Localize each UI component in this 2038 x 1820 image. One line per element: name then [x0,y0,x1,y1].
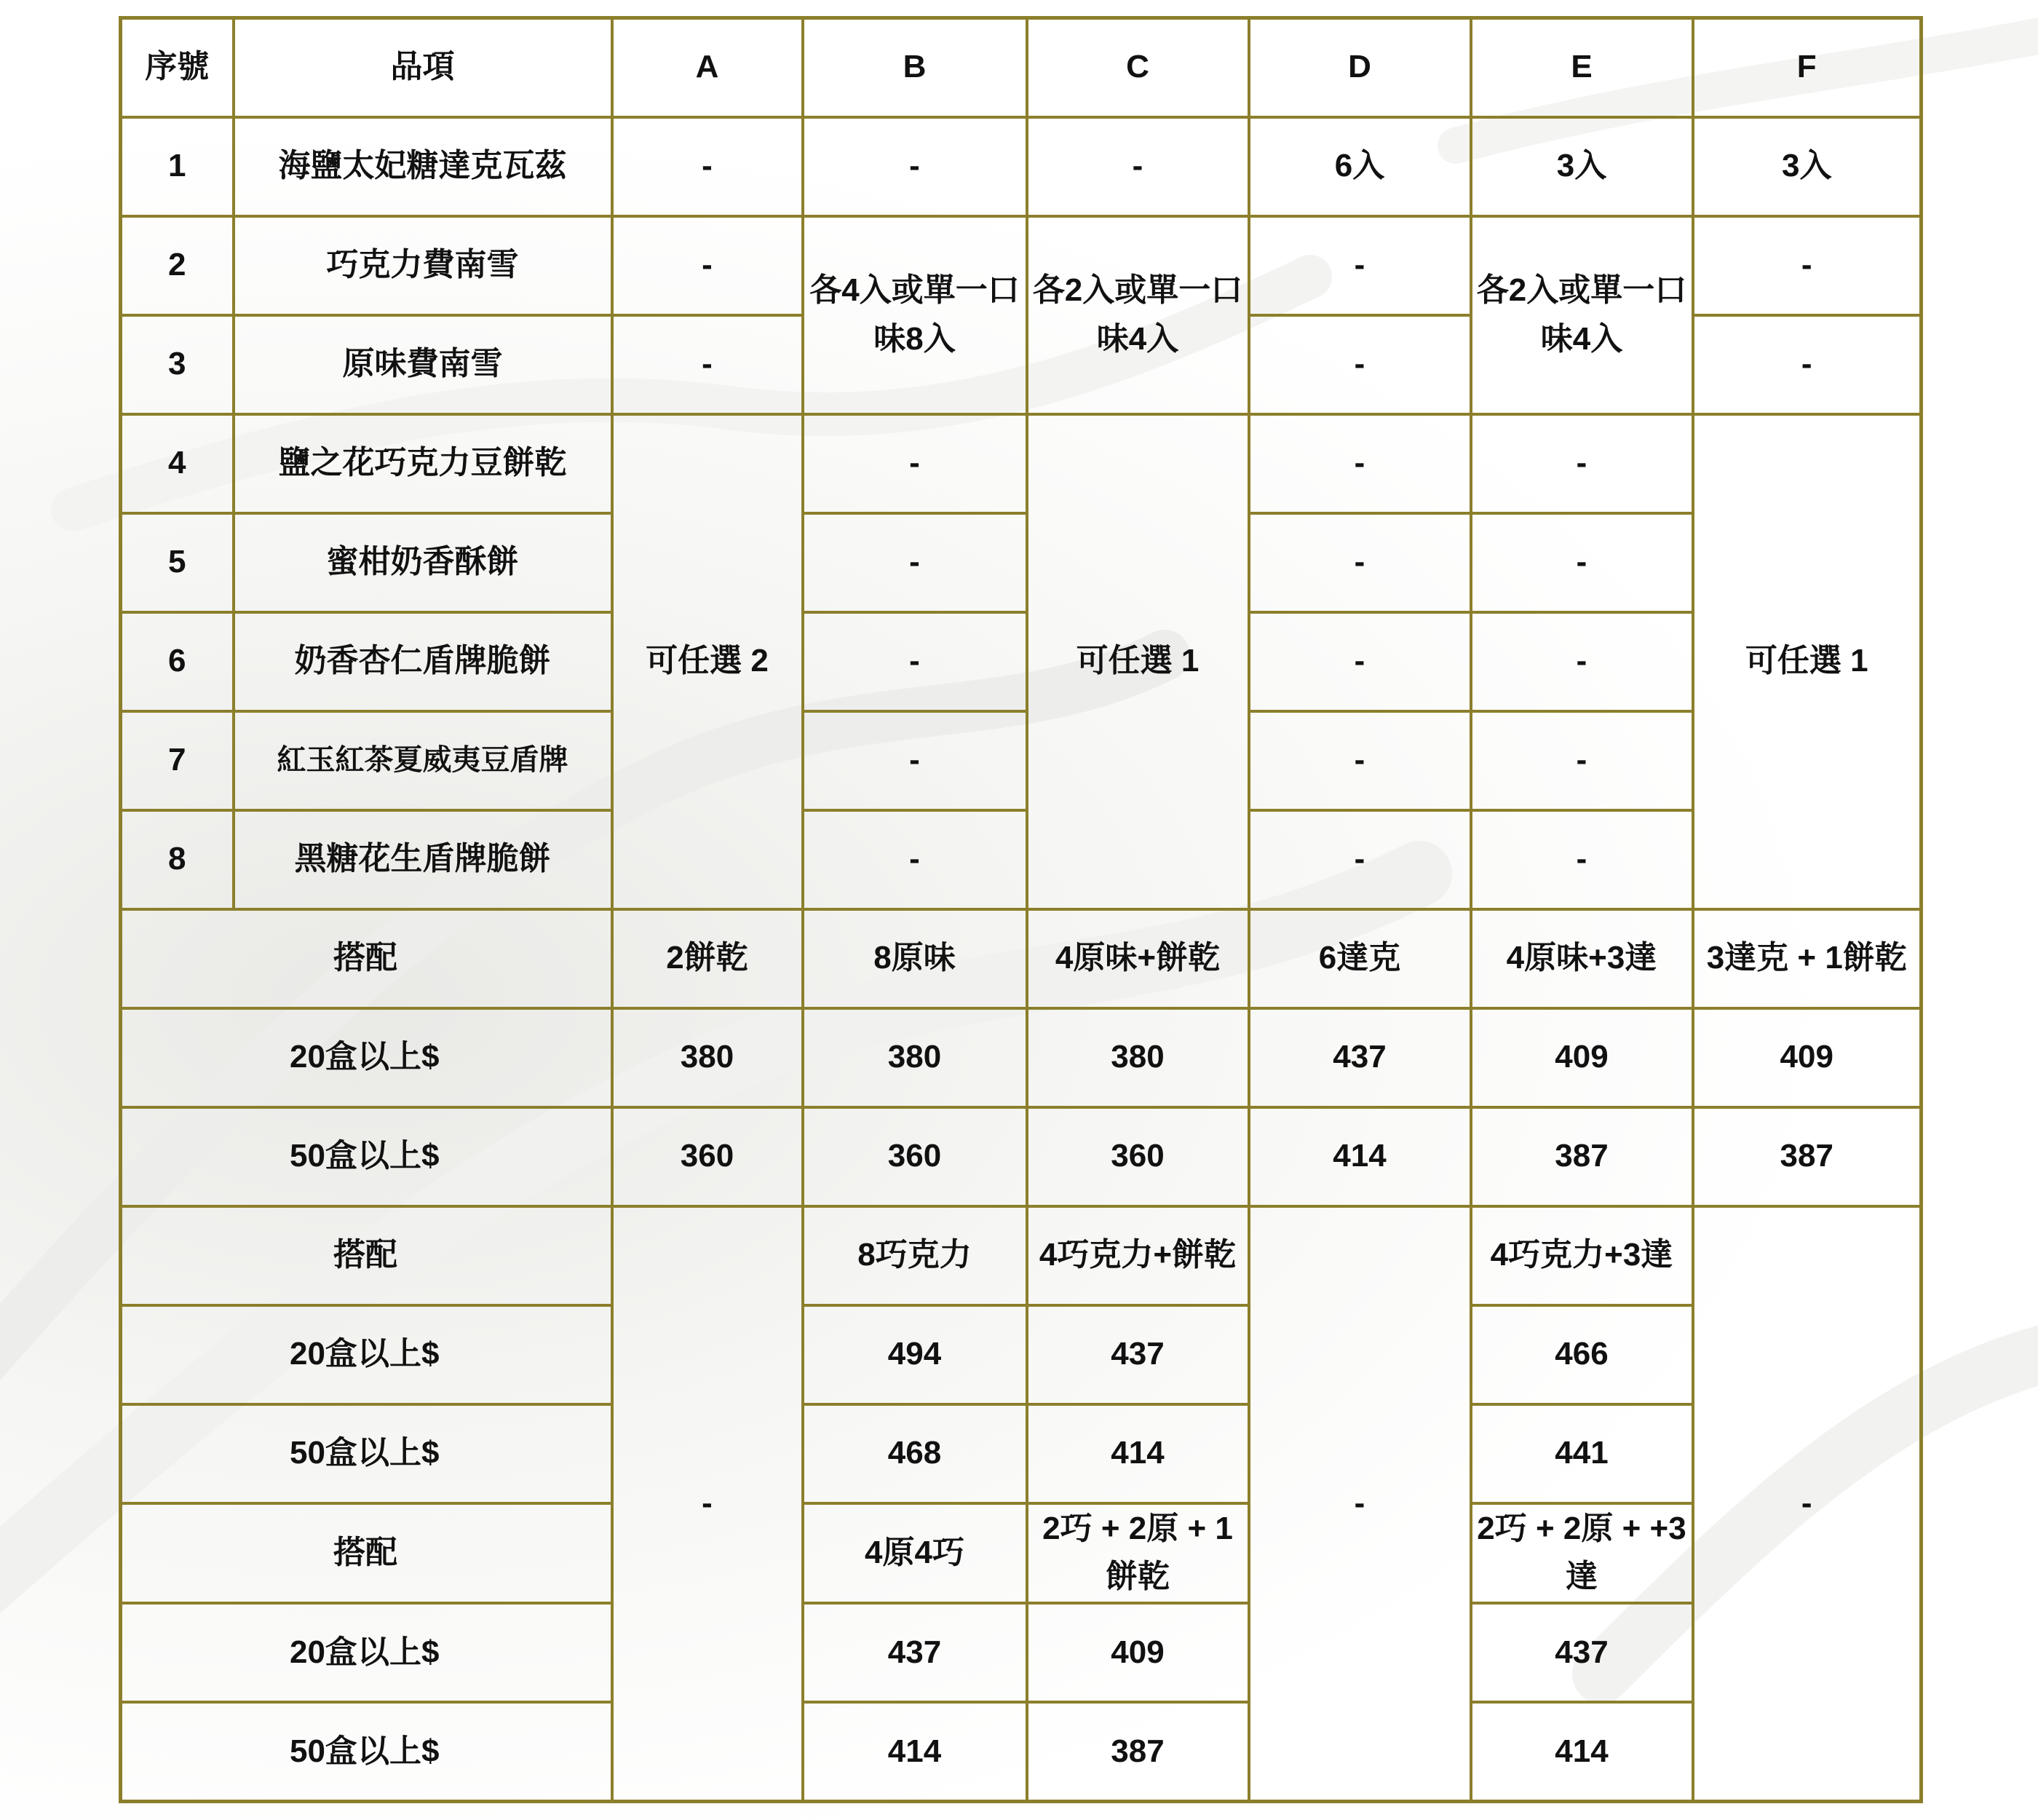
cell-d: - [1249,414,1471,513]
cell-b: - [803,711,1027,810]
item-no: 1 [121,117,234,216]
combo2-p50-b: 468 [803,1404,1027,1503]
combo1-p50-f: 387 [1693,1107,1922,1206]
table-row [121,414,1922,513]
combo1-a: 2餅乾 [612,909,803,1008]
header-a: A [612,18,803,117]
header-c: C [1027,18,1249,117]
combo2-price50-row [121,1404,1922,1503]
combo3-p50-e: 414 [1471,1702,1693,1801]
header-d: D [1249,18,1471,117]
combo2-c: 4巧克力+餅乾 [1027,1206,1249,1305]
item-name: 鹽之花巧克力豆餅乾 [234,414,612,513]
combo3-c: 2巧 + 2原 + 1餅乾 [1027,1503,1249,1604]
combo2-e: 4巧克力+3達 [1471,1206,1693,1305]
header-row [121,18,1922,117]
item-name: 原味費南雪 [234,315,612,414]
combo2-p20-c: 437 [1027,1305,1249,1404]
item-no: 8 [121,810,234,909]
combo3-e: 2巧 + 2原 + +3達 [1471,1503,1693,1604]
item-name: 黑糖花生盾牌脆餅 [234,810,612,909]
item-name: 奶香杏仁盾牌脆餅 [234,612,612,711]
cell-f-na-merged: - [1693,1206,1922,1802]
cell-b: - [803,513,1027,612]
cell-d: - [1249,810,1471,909]
cell-e: - [1471,612,1693,711]
combo1-p50-b: 360 [803,1107,1027,1206]
combo1-p20-e: 409 [1471,1008,1693,1107]
header-no: 序號 [121,18,234,117]
cell-a: - [612,117,803,216]
combo3-p20-c: 409 [1027,1603,1249,1702]
combo-label: 搭配 [121,1206,612,1305]
price-50-label: 50盒以上$ [121,1702,612,1801]
price-50-label: 50盒以上$ [121,1404,612,1503]
combo1-price50-row [121,1107,1922,1206]
cell-e: - [1471,810,1693,909]
header-e: E [1471,18,1693,117]
item-no: 2 [121,216,234,315]
combo2-p20-e: 466 [1471,1305,1693,1404]
combo2-row [121,1206,1922,1305]
combo1-p50-d: 414 [1249,1107,1471,1206]
combo1-p20-c: 380 [1027,1008,1249,1107]
price-20-label: 20盒以上$ [121,1008,612,1107]
cell-b-financier-merged: 各4入或單一口味8入 [803,216,1027,414]
header-f: F [1693,18,1922,117]
cell-a-na-merged: - [612,1206,803,1802]
cell-e: 3入 [1471,117,1693,216]
item-no: 4 [121,414,234,513]
cell-a: - [612,315,803,414]
header-b: B [803,18,1027,117]
price-table [119,16,1923,1803]
combo1-p20-b: 380 [803,1008,1027,1107]
combo2-b: 8巧克力 [803,1206,1027,1305]
combo-label: 搭配 [121,909,612,1008]
cell-c-cookie-merged: 可任選 1 [1027,414,1249,909]
combo1-p20-a: 380 [612,1008,803,1107]
price-20-label: 20盒以上$ [121,1603,612,1702]
item-no: 5 [121,513,234,612]
cell-b: - [803,117,1027,216]
cell-e-financier-merged: 各2入或單一口味4入 [1471,216,1693,414]
item-name: 紅玉紅茶夏威夷豆盾牌 [234,711,612,810]
cell-c: - [1027,117,1249,216]
combo1-c: 4原味+餅乾 [1027,909,1249,1008]
cell-e: - [1471,414,1693,513]
combo3-row [121,1503,1922,1604]
price-50-label: 50盒以上$ [121,1107,612,1206]
combo1-p20-f: 409 [1693,1008,1922,1107]
cell-d: - [1249,315,1471,414]
combo3-p50-c: 387 [1027,1702,1249,1801]
combo1-p50-e: 387 [1471,1107,1693,1206]
cell-d: - [1249,711,1471,810]
combo2-p50-c: 414 [1027,1404,1249,1503]
cell-f: - [1693,315,1922,414]
cell-f-cookie-merged: 可任選 1 [1693,414,1922,909]
combo1-p50-c: 360 [1027,1107,1249,1206]
cell-f: 3入 [1693,117,1922,216]
cell-b: - [803,612,1027,711]
combo1-price20-row [121,1008,1922,1107]
combo2-price20-row [121,1305,1922,1404]
cell-e: - [1471,711,1693,810]
cell-d-na-merged: - [1249,1206,1471,1802]
item-name: 海鹽太妃糖達克瓦茲 [234,117,612,216]
cell-d: 6入 [1249,117,1471,216]
cell-d: - [1249,216,1471,315]
table-row [121,810,1922,909]
combo1-p50-a: 360 [612,1107,803,1206]
combo2-p20-b: 494 [803,1305,1027,1404]
item-no: 6 [121,612,234,711]
table-row [121,216,1922,315]
combo3-price20-row [121,1603,1922,1702]
item-no: 7 [121,711,234,810]
header-item: 品項 [234,18,612,117]
table-row [121,612,1922,711]
cell-c-financier-merged: 各2入或單一口味4入 [1027,216,1249,414]
combo2-p50-e: 441 [1471,1404,1693,1503]
cell-d: - [1249,612,1471,711]
cell-e: - [1471,513,1693,612]
cell-b: - [803,810,1027,909]
combo1-b: 8原味 [803,909,1027,1008]
table-row [121,711,1922,810]
combo1-f: 3達克 + 1餅乾 [1693,909,1922,1008]
combo3-price50-row [121,1702,1922,1801]
combo1-row [121,909,1922,1008]
combo-label: 搭配 [121,1503,612,1604]
table-row [121,117,1922,216]
combo1-e: 4原味+3達 [1471,909,1693,1008]
cell-a: - [612,216,803,315]
combo3-p20-e: 437 [1471,1603,1693,1702]
cell-f: - [1693,216,1922,315]
cell-a-cookie-merged: 可任選 2 [612,414,803,909]
combo3-p50-b: 414 [803,1702,1027,1801]
combo3-b: 4原4巧 [803,1503,1027,1604]
price-20-label: 20盒以上$ [121,1305,612,1404]
item-no: 3 [121,315,234,414]
cell-d: - [1249,513,1471,612]
item-name: 巧克力費南雪 [234,216,612,315]
combo1-p20-d: 437 [1249,1008,1471,1107]
combo1-d: 6達克 [1249,909,1471,1008]
cell-b: - [803,414,1027,513]
combo3-p20-b: 437 [803,1603,1027,1702]
item-name: 蜜柑奶香酥餅 [234,513,612,612]
table-row [121,513,1922,612]
